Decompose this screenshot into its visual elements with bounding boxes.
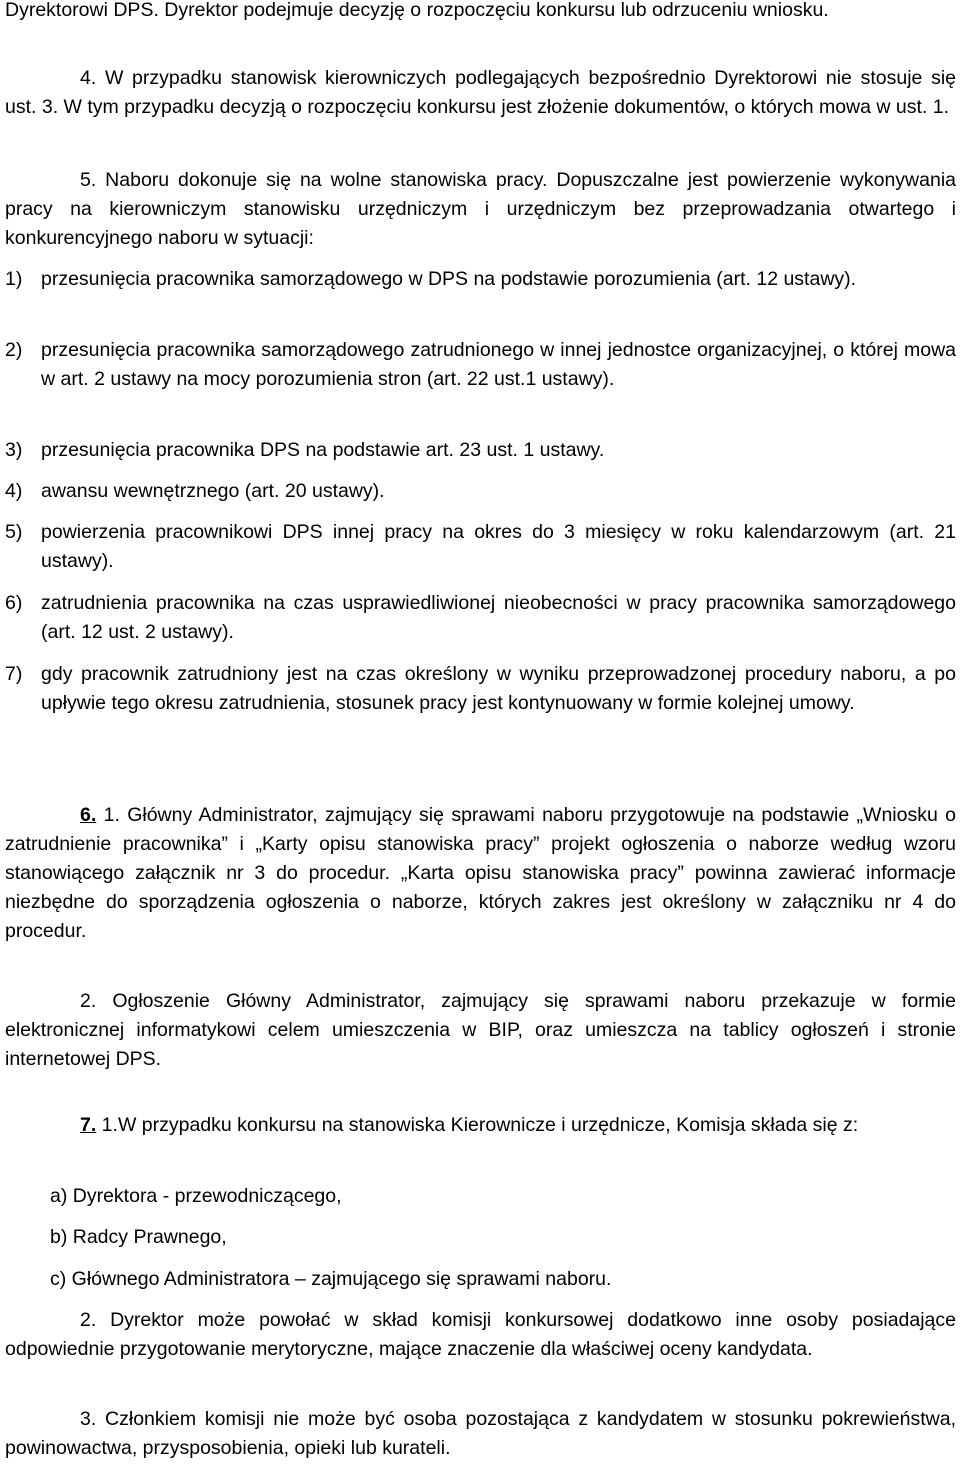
section-7-paragraph-1: [5, 1111, 956, 1140]
section-7-paragraph-2: 2. Dyrektor może powołać w skład komisji konkursowej dodatkowo inne osoby posiadające odpowiednie przygotowanie merytoryczne, mające znaczenie dla właściwej oceny kandydata.: [5, 1309, 956, 1360]
section-number: 7.: [80, 1114, 97, 1136]
list-number: 3): [5, 439, 23, 461]
section-6-paragraph-1: [5, 801, 956, 946]
list-item-3: [5, 436, 956, 465]
list-text: przesunięcia pracownika samorządowego zatrudnionego w innej jednostce organizacyjnej, o której mowa w art. 2 ustawy na mocy porozumienia stron (art. 22 ust.1 ustawy).: [41, 339, 956, 390]
list-item-7: [5, 660, 956, 718]
section-7-paragraph-3: 3. Członkiem komisji nie może być osoba pozostająca z kandydatem w stosunku pokrewieństwa, powinowactwa, przysposobienia, opieki lub kurateli.: [5, 1408, 956, 1459]
list-text: gdy pracownik zatrudniony jest na czas określony w wyniku przeprowadzonej procedury naboru, a po upływie tego okresu zatrudnienia, stosunek pracy jest kontynuowany w formie kolejnej umowy.: [41, 663, 956, 714]
list-item-2: [5, 336, 956, 394]
list-item-6: [5, 589, 956, 647]
committee-member-b: b) Radcy Prawnego,: [50, 1226, 227, 1248]
list-text: zatrudnienia pracownika na czas usprawiedliwionej nieobecności w pracy pracownika samorządowego (art. 12 ust. 2 ustawy).: [41, 592, 956, 643]
list-text: powierzenia pracownikowi DPS innej pracy na okres do 3 miesięcy w roku kalendarzowym (art. 21 ustawy).: [41, 521, 956, 572]
paragraph-continued: Dyrektorowi DPS. Dyrektor podejmuje decyzję o rozpoczęciu konkursu lub odrzuceniu wniosku.: [5, 0, 829, 21]
list-text: przesunięcia pracownika DPS na podstawie art. 23 ust. 1 ustawy.: [41, 439, 605, 461]
list-number: 1): [5, 268, 23, 290]
section-7-text: 1.W przypadku konkursu na stanowiska Kierownicze i urzędnicze, Komisja składa się z:: [96, 1114, 859, 1136]
list-number: 6): [5, 592, 23, 614]
section-number: 6.: [80, 804, 97, 826]
committee-member-c: c) Głównego Administratora – zajmującego się sprawami naboru.: [50, 1268, 612, 1290]
section-6-text: 1. Główny Administrator, zajmujący się sprawami naboru przygotowuje na podstawie „Wniosku o zatrudnienie pracownika” i „Karty opisu stanowiska pracy” projekt ogłoszenia o naborze według wzoru stanowiącego załącznik nr 3 do procedur. „Karta opisu stanowiska pracy” powinna zawierać informacje niezbędne do sporządzenia ogłoszenia o naborze, których zakres jest określony w załączniku nr 4 do procedur.: [5, 804, 956, 942]
section-6-paragraph-2: 2. Ogłoszenie Główny Administrator, zajmujący się sprawami naboru przekazuje w formie elektronicznej informatykowi celem umieszczenia w BIP, oraz umieszcza na tablicy ogłoszeń i stronie internetowej DPS.: [5, 990, 956, 1070]
paragraph-5: 5. Naboru dokonuje się na wolne stanowiska pracy. Dopuszczalne jest powierzenie wykonywania pracy na kierowniczym stanowisku urzędniczym i urzędniczym bez przeprowadzania otwartego i konkurencyjnego naboru w sytuacji:: [5, 169, 956, 249]
list-text: przesunięcia pracownika samorządowego w DPS na podstawie porozumienia (art. 12 ustawy).: [41, 268, 857, 290]
list-number: 5): [5, 521, 23, 543]
list-item-1: [5, 265, 956, 294]
list-item-4: [5, 477, 956, 506]
list-number: 2): [5, 339, 23, 361]
list-item-5: [5, 518, 956, 576]
committee-member-a: a) Dyrektora - przewodniczącego,: [50, 1185, 342, 1207]
list-number: 7): [5, 663, 23, 685]
list-number: 4): [5, 480, 23, 502]
paragraph-4: 4. W przypadku stanowisk kierowniczych podlegających bezpośrednio Dyrektorowi nie stosuje się ust. 3. W tym przypadku decyzją o rozpoczęciu konkursu jest złożenie dokumentów, o których mowa w ust. 1.: [5, 67, 956, 118]
list-text: awansu wewnętrznego (art. 20 ustawy).: [41, 480, 385, 502]
